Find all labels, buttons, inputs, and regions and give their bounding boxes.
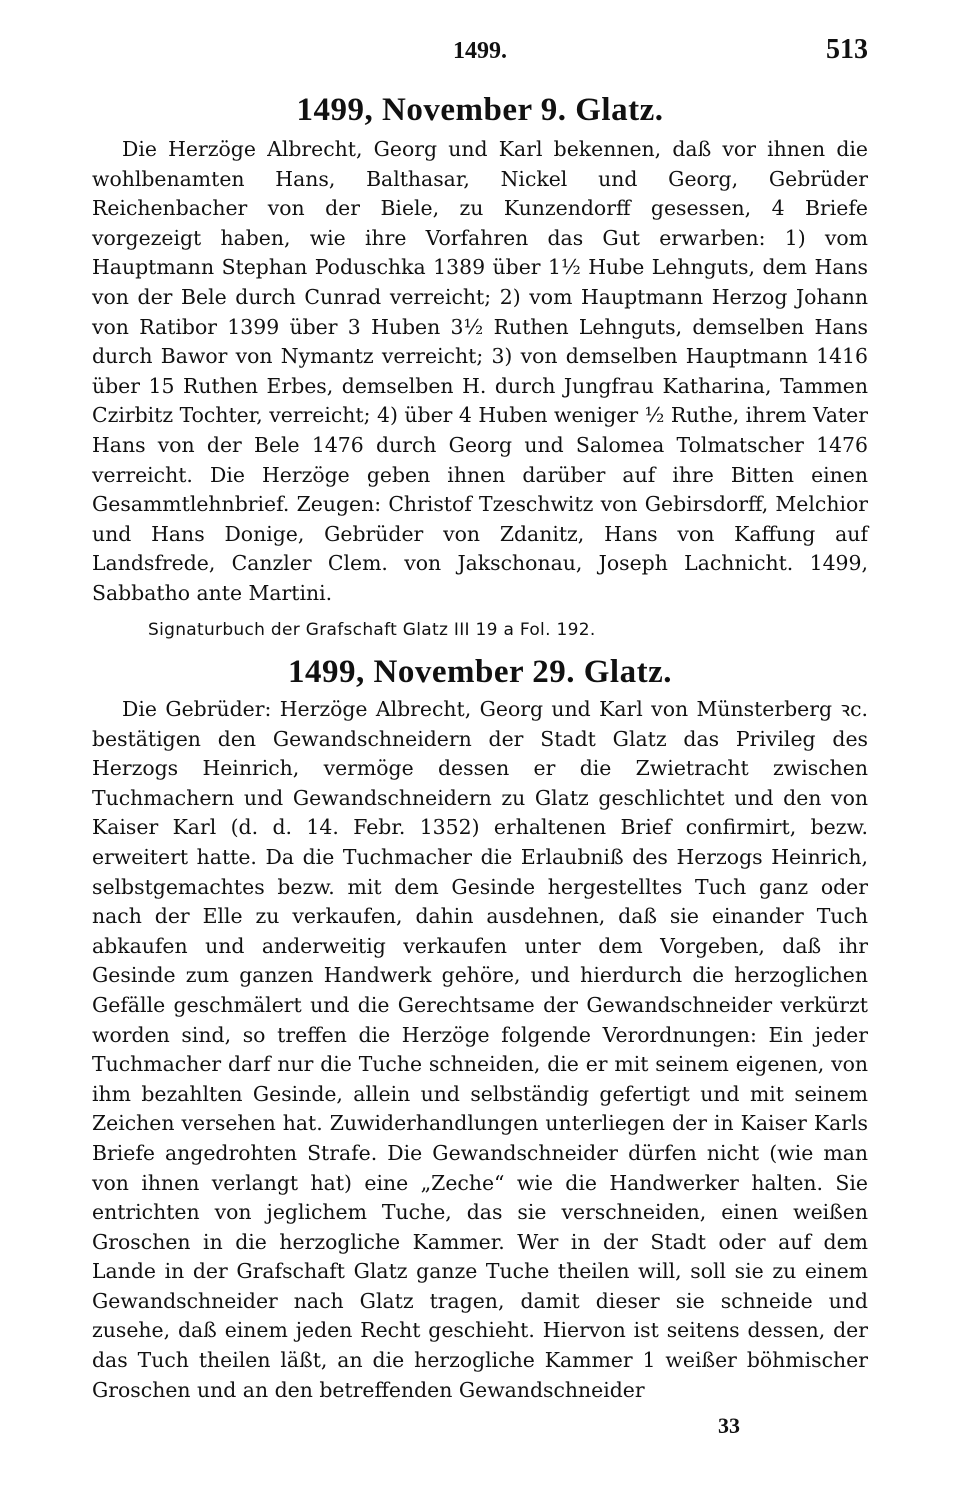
running-head	[0, 34, 960, 74]
entry-body-text: Die Gebrüder: Herzöge Albrecht, Georg und Karl von Münsterberg ꝛc. bestätigen den Gewandschneidern der Stadt Glatz das Privileg des Herzogs Heinrich, vermöge dessen er die Zwietracht zwischen Tuchmachern und Gewandschneidern zu Glatz geschlichtet und den von Kaiser Karl (d. d. 14. Febr. 1352) erhaltenen Brief confirmirt, bezw. erweitert hatte. Da die Tuchmacher die Erlaubniß des Herzogs Heinrich, selbstgemachtes bezw. mit dem Gesinde hergestelltes Tuch ganz oder nach der Elle zu verkaufen, dahin ausdehnen, daß sie einander Tuch abkaufen und anderweitig verkaufen unter dem Vorgeben, daß ihr Gesinde zum ganzen Handwerk gehöre, und hierdurch die herzoglichen Gefälle geschmälert und die Gerechtsame der Gewandschneider verkürzt worden sind, so treffen die Herzöge folgende Verordnungen: Ein jeder Tuchmacher darf nur die Tuche schneiden, die er mit seinem eigenen, von ihm bezahlten Gesinde, allein und selbständig gefertigt und mit seinem Zeichen versehen hat. Zuwiderhandlungen unterliegen der in Kaiser Karls Briefe angedrohten Strafe. Die Gewandschneider dürfen nicht (wie man von ihnen verlangt hat) eine „Zeche“ wie die Handwerker halten. Sie entrichten von jeglichem Tuche, das sie verschneiden, einen weißen Groschen in die herzogliche Kammer. Wer in der Stadt oder auf dem Lande in der Grafschaft Glatz ganze Tuche theilen will, soll sie zu einem Gewandschneider nach Glatz tragen, damit dieser sie schneide und zusehe, daß einem jeden Recht geschieht. Hiervon ist seitens dessen, der das Tuch theilen läßt, an die herzogliche Kammer 1 weißer böhmischer Groschen und an den betreffenden Gewandschneider	[92, 697, 868, 1402]
entry-body-text: Die Herzöge Albrecht, Georg und Karl bekennen, daß vor ihnen die wohlbenamten Hans, Balthasar, Nickel und Georg, Gebrüder Reichenbacher von der Biele, zu Kunzendorff gesessen, 4 Briefe vorgezeigt haben, wie ihre Vorfahren das Gut erwarben: 1) vom Hauptmann Stephan Poduschka 1389 über 1½ Hube Lehnguts, dem Hans von der Bele durch Cunrad verreicht; 2) vom Hauptmann Herzog Johann von Ratibor 1399 über 3 Huben 3½ Ruthen Lehnguts, demselben Hans durch Bawor von Nymantz verreicht; 3) von demselben Hauptmann 1416 über 15 Ruthen Erbes, demselben H. durch Jungfrau Katharina, Tammen Czirbitz Tochter, verreicht; 4) über 4 Huben weniger ½ Ruthe, ihrem Vater Hans von der Bele 1476 durch Georg und Salomea Tolmatscher 1476 verreicht. Die Herzöge geben ihnen darüber auf ihre Bitten einen Gesammtlehnbrief. Zeugen: Christof Tzeschwitz von Gebirsdorff, Melchior und Hans Donige, Gebrüder von Zdanitz, Hans von Kaffung auf Landsfrede, Canzler Clem. von Jakschonau, Joseph Lachnicht. 1499, Sabbatho ante Martini.	[92, 137, 868, 605]
page-number: 513	[826, 34, 868, 65]
source-citation: Signaturbuch der Grafschaft Glatz III 19 a Fol. 192.	[148, 620, 596, 640]
running-head-year: 1499.	[453, 38, 507, 64]
signature-mark: 33	[718, 1413, 740, 1438]
entry-heading: 1499, November 9. Glatz.	[296, 92, 664, 128]
entry-heading: 1499, November 29. Glatz.	[288, 654, 672, 690]
